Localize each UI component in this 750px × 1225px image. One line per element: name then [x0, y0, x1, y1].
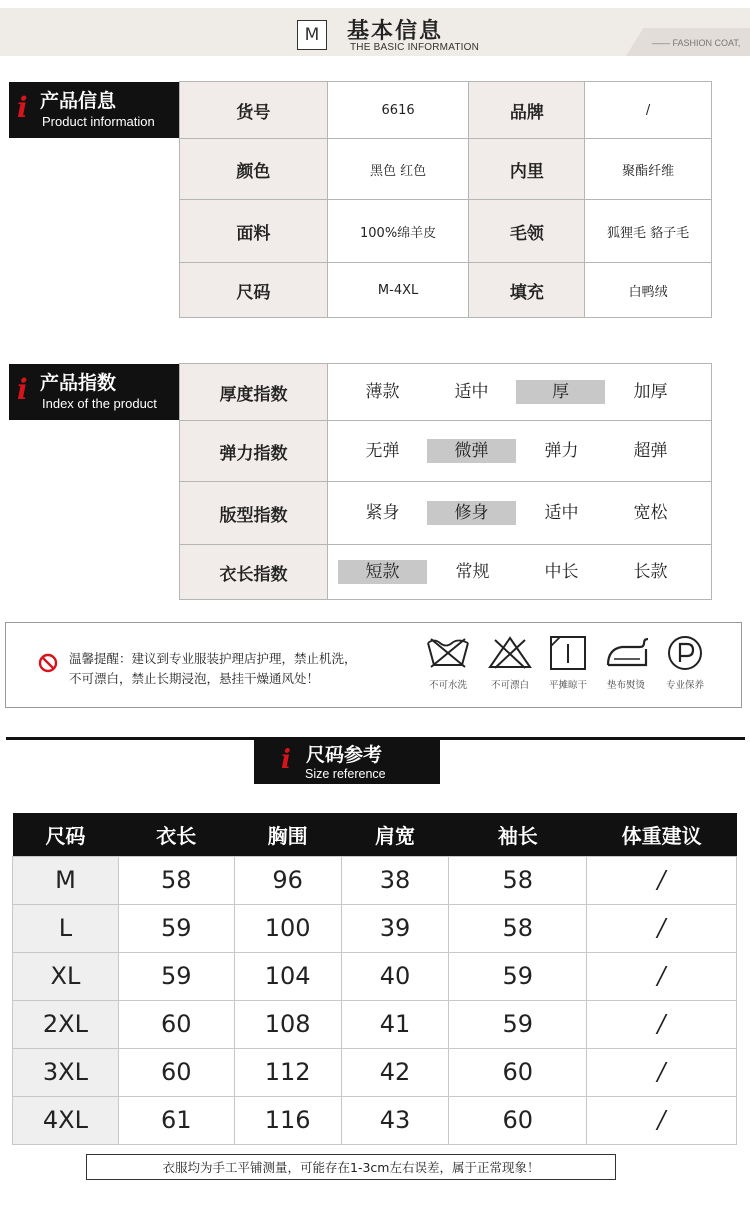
info-key: 货号 — [180, 82, 328, 139]
index-option-selected: 微弹 — [427, 439, 516, 463]
chest-cell: 104 — [234, 952, 341, 1000]
info-key: 毛领 — [469, 200, 585, 263]
index-option: 无弹 — [365, 441, 400, 461]
info-i-icon: i — [281, 745, 291, 775]
care-icon-label: 垫布熨烫 — [606, 680, 645, 691]
index-option-selected: 修身 — [427, 501, 516, 525]
index-name: 衣长指数 — [180, 545, 328, 600]
info-i-icon: i — [17, 373, 28, 406]
info-value: 聚酯纤维 — [585, 139, 712, 200]
shoulder-cell: 39 — [341, 904, 449, 952]
basic-info-header — [0, 8, 750, 56]
dry-flat-icon — [548, 635, 588, 671]
info-value: 100%绵羊皮 — [327, 200, 469, 263]
sleeve-cell: 59 — [449, 1000, 587, 1048]
shoulder-cell: 43 — [341, 1096, 449, 1144]
size-cell: L — [13, 904, 119, 952]
length-cell: 58 — [118, 856, 234, 904]
shoulder-cell: 38 — [341, 856, 449, 904]
size-cell: M — [13, 856, 119, 904]
shoulder-cell: 41 — [341, 1000, 449, 1048]
table-row — [180, 139, 712, 200]
header-title: 基本信息 — [347, 18, 444, 44]
info-value: 白鸭绒 — [585, 263, 712, 318]
index-option-selected: 厚 — [516, 380, 605, 404]
header-subtitle: THE BASIC INFORMATION — [350, 42, 480, 53]
table-row — [180, 421, 712, 482]
size-reference-label — [254, 740, 440, 784]
length-cell: 60 — [118, 1048, 234, 1096]
length-cell: 61 — [118, 1096, 234, 1144]
info-key: 颜色 — [180, 139, 328, 200]
shoulder-cell: 42 — [341, 1048, 449, 1096]
chest-cell: 108 — [234, 1000, 341, 1048]
care-icon-item — [480, 635, 540, 691]
table-row — [180, 263, 712, 318]
no-wash-icon — [425, 635, 471, 671]
index-name: 厚度指数 — [180, 364, 328, 421]
index-option: 宽松 — [633, 503, 668, 523]
index-option: 中长 — [544, 562, 579, 582]
care-tip — [69, 649, 357, 689]
weight-cell: / — [587, 1000, 737, 1048]
index-option: 薄款 — [365, 382, 400, 402]
table-row — [13, 856, 737, 904]
length-cell: 60 — [118, 1000, 234, 1048]
index-options — [328, 545, 712, 600]
size-reference-label-en: Size reference — [305, 767, 386, 781]
chest-cell: 100 — [234, 904, 341, 952]
weight-cell: / — [587, 904, 737, 952]
weight-cell: / — [587, 1048, 737, 1096]
table-row — [180, 545, 712, 600]
index-option-selected: 短款 — [338, 560, 427, 584]
sleeve-cell: 58 — [449, 856, 587, 904]
care-icon-label: 平摊晾干 — [548, 680, 587, 691]
info-key: 填充 — [469, 263, 585, 318]
care-instructions-box — [5, 622, 742, 708]
prohibited-icon — [38, 653, 58, 673]
size-cell: 2XL — [13, 1000, 119, 1048]
size-cell: 4XL — [13, 1096, 119, 1144]
column-header: 胸围 — [234, 813, 341, 856]
info-value: / — [585, 82, 712, 139]
table-row — [180, 200, 712, 263]
index-option: 常规 — [455, 562, 490, 582]
sleeve-cell: 60 — [449, 1048, 587, 1096]
product-info-label-en: Product information — [42, 114, 155, 129]
care-icon-item — [596, 635, 656, 691]
measurement-note: 衣服均为手工平铺测量，可能存在1-3cm左右误差，属于正常现象！ — [86, 1154, 616, 1180]
info-i-icon: i — [17, 91, 28, 124]
sleeve-cell: 59 — [449, 952, 587, 1000]
professional-care-icon — [665, 635, 705, 671]
index-name: 弹力指数 — [180, 421, 328, 482]
table-row — [180, 482, 712, 545]
chest-cell: 96 — [234, 856, 341, 904]
product-info-label-cn: 产品信息 — [40, 90, 117, 112]
header-tagline: —— FASHION COAT, — [652, 38, 741, 48]
chest-cell: 112 — [234, 1048, 341, 1096]
weight-cell: / — [587, 856, 737, 904]
size-cell: 3XL — [13, 1048, 119, 1096]
index-option: 超弹 — [633, 441, 668, 461]
column-header: 体重建议 — [587, 813, 737, 856]
length-cell: 59 — [118, 904, 234, 952]
table-row — [13, 904, 737, 952]
care-icon-item — [655, 635, 715, 691]
column-header: 肩宽 — [341, 813, 449, 856]
sleeve-cell: 60 — [449, 1096, 587, 1144]
sleeve-cell: 58 — [449, 904, 587, 952]
index-option: 适中 — [544, 503, 579, 523]
info-value: M-4XL — [327, 263, 469, 318]
index-option: 适中 — [454, 382, 489, 402]
product-index-table — [179, 363, 712, 600]
weight-cell: / — [587, 952, 737, 1000]
index-options — [328, 482, 712, 545]
care-icon-label: 不可漂白 — [490, 680, 529, 691]
info-value: 6616 — [327, 82, 469, 139]
chest-cell: 116 — [234, 1096, 341, 1144]
table-row — [180, 364, 712, 421]
index-option: 弹力 — [544, 441, 579, 461]
product-index-label — [9, 364, 179, 420]
length-cell: 59 — [118, 952, 234, 1000]
table-row — [13, 1048, 737, 1096]
column-header: 衣长 — [118, 813, 234, 856]
index-option: 紧身 — [365, 503, 400, 523]
index-option: 加厚 — [633, 382, 668, 402]
weight-cell: / — [587, 1096, 737, 1144]
shoulder-cell: 40 — [341, 952, 449, 1000]
table-row — [180, 82, 712, 139]
size-cell: XL — [13, 952, 119, 1000]
no-bleach-icon — [487, 635, 533, 671]
header-badge: M — [297, 20, 327, 50]
table-row — [13, 1096, 737, 1144]
care-icon-label: 专业保养 — [665, 680, 704, 691]
iron-with-cloth-icon — [600, 635, 652, 671]
product-info-table — [179, 81, 712, 318]
care-tip-line2: 不可漂白，禁止长期浸泡，悬挂干燥通风处！ — [69, 671, 320, 686]
size-reference-label-cn: 尺码参考 — [306, 744, 383, 766]
index-options — [328, 364, 712, 421]
care-tip-line1: 温馨提醒：建议到专业服装护理店护理，禁止机洗， — [69, 651, 357, 666]
index-name: 版型指数 — [180, 482, 328, 545]
column-header: 袖长 — [449, 813, 587, 856]
info-key: 面料 — [180, 200, 328, 263]
column-header: 尺码 — [13, 813, 119, 856]
table-row — [13, 952, 737, 1000]
info-value: 狐狸毛 貉子毛 — [585, 200, 712, 263]
care-icon-item — [418, 635, 478, 691]
info-key: 内里 — [469, 139, 585, 200]
index-option: 长款 — [633, 562, 668, 582]
product-index-label-en: Index of the product — [42, 396, 157, 411]
index-options — [328, 421, 712, 482]
info-key: 品牌 — [469, 82, 585, 139]
table-row — [13, 1000, 737, 1048]
care-icon-item — [538, 635, 598, 691]
size-table-header-row — [13, 813, 737, 856]
product-info-label — [9, 82, 179, 138]
info-key: 尺码 — [180, 263, 328, 318]
care-icon-label: 不可水洗 — [428, 680, 467, 691]
size-reference-table — [12, 813, 737, 1145]
info-value: 黑色 红色 — [327, 139, 469, 200]
product-index-label-cn: 产品指数 — [40, 372, 117, 394]
